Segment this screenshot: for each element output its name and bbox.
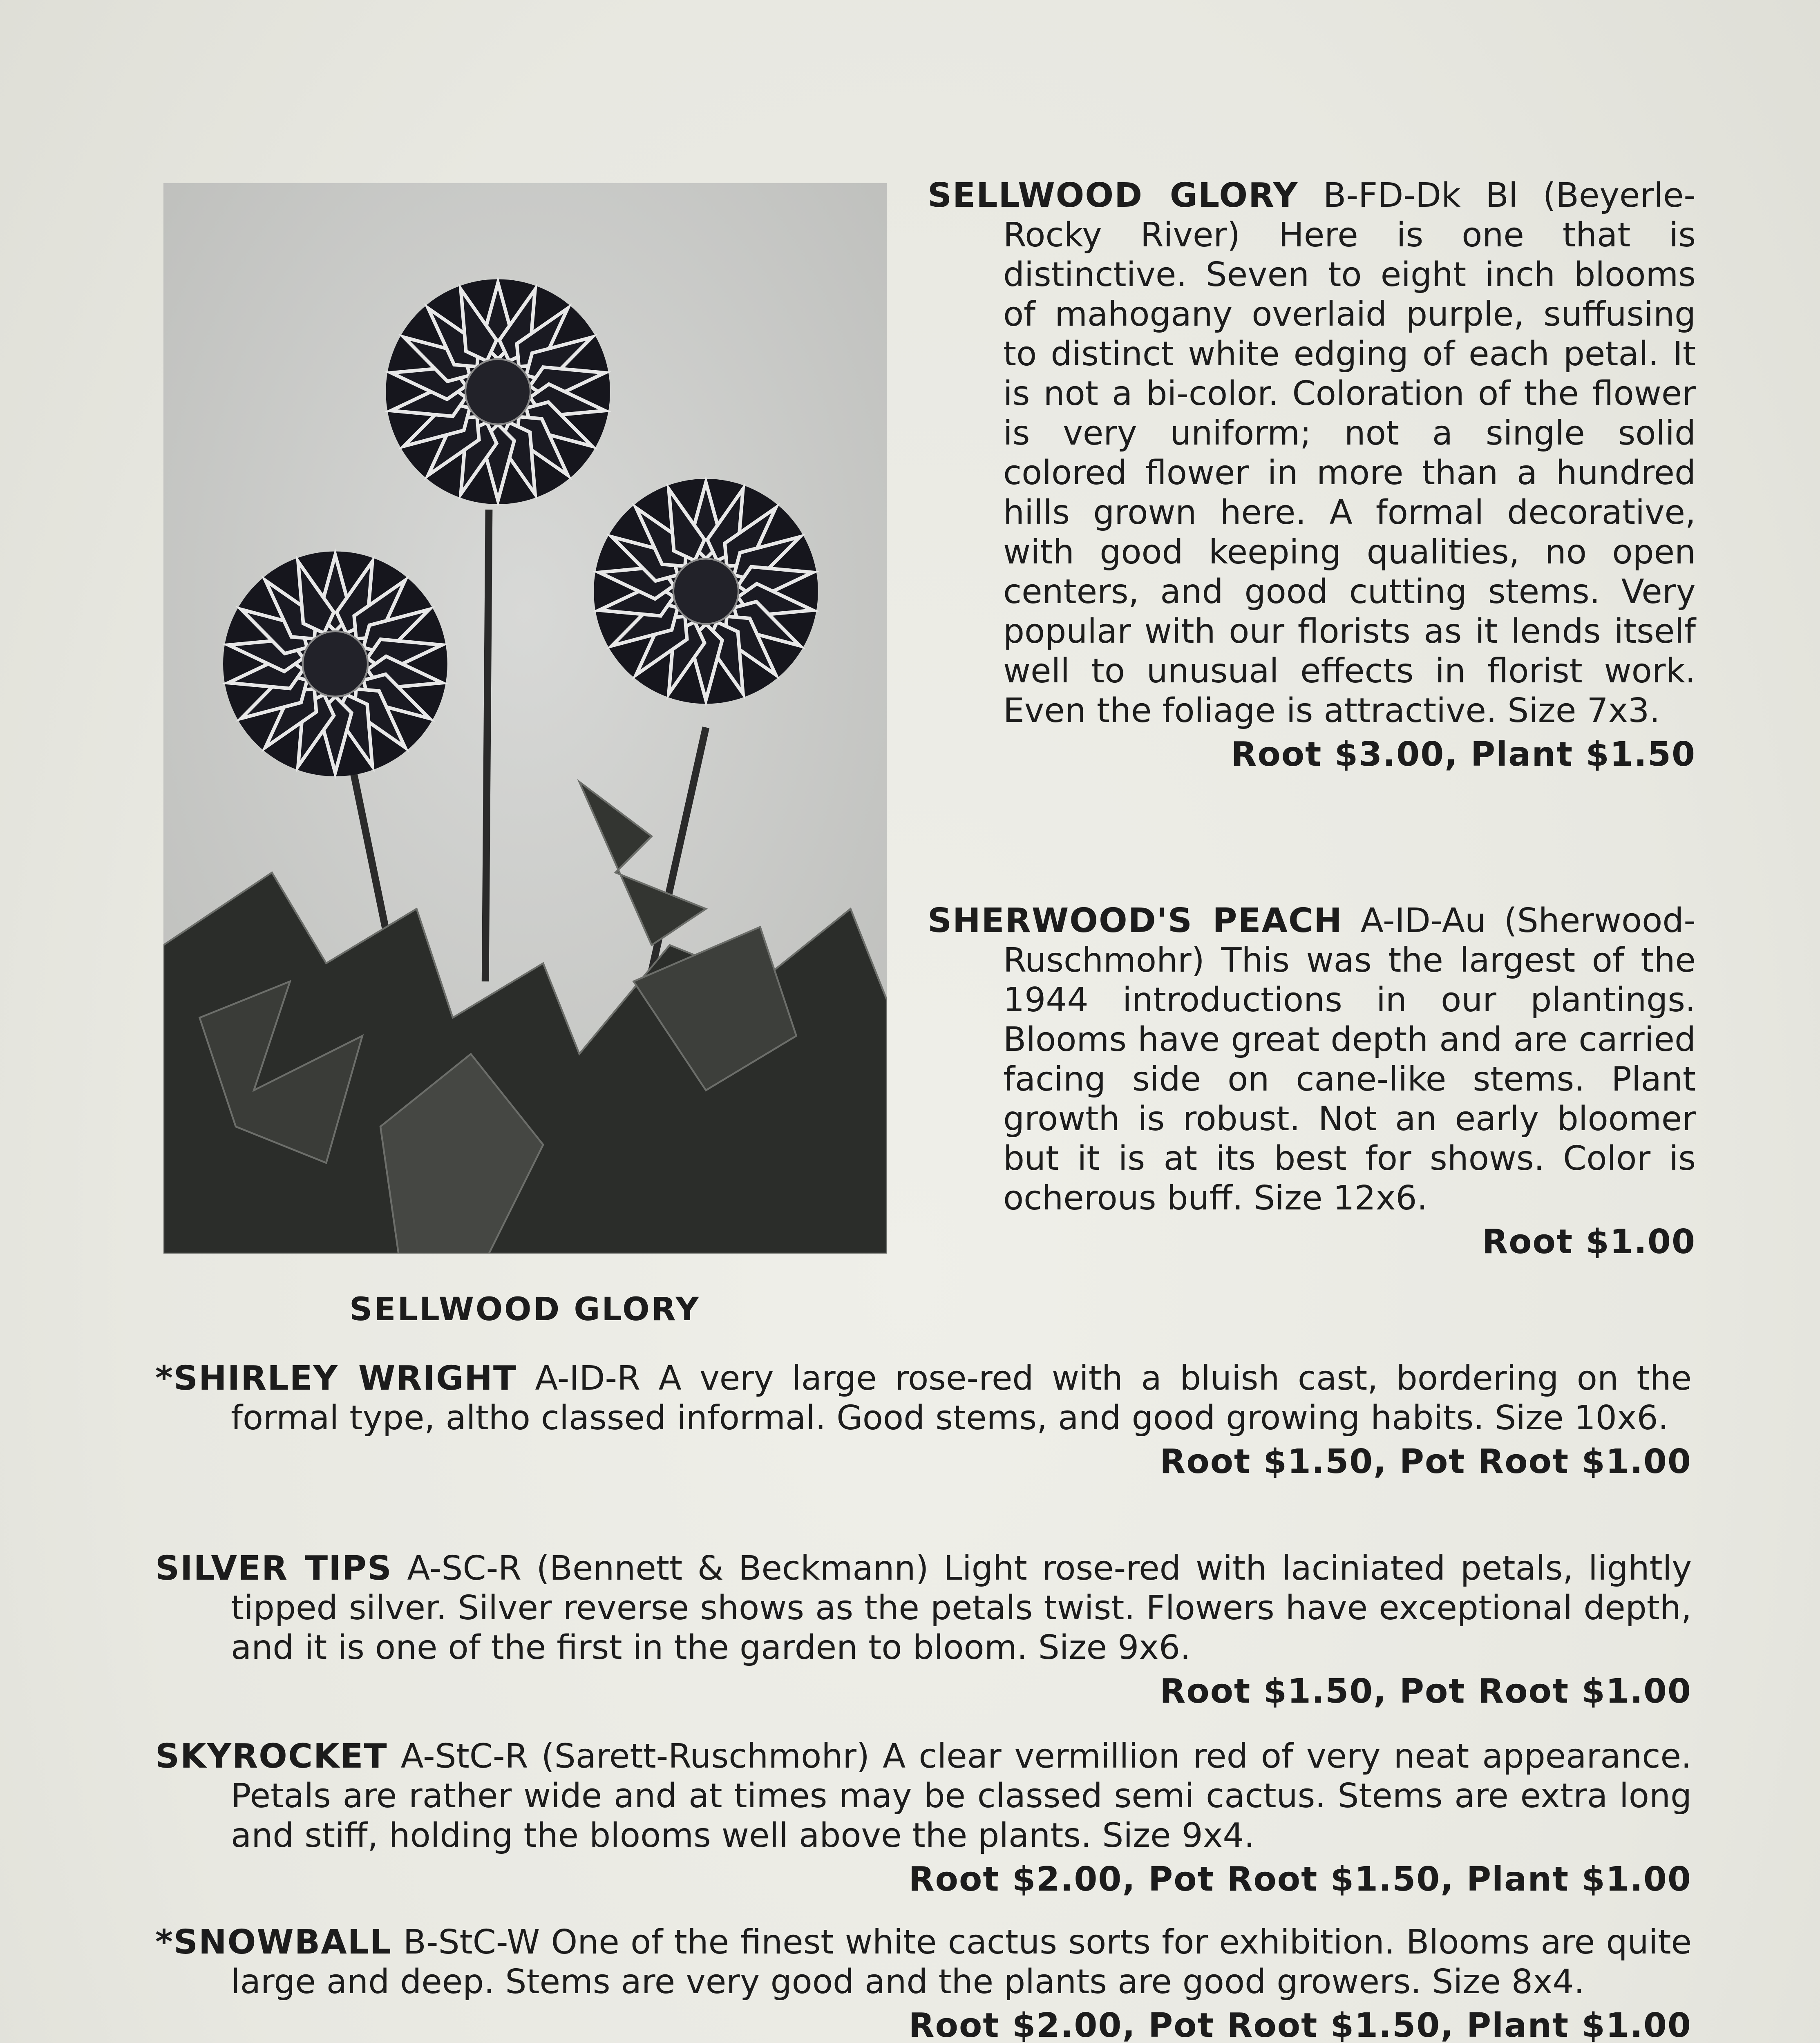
entry-description: A-SC-R (Bennett & Beckmann) Light rose-red with laciniated petals, lightly tipped silver. Silver reverse shows as the petals twist. Flowers have exceptional depth, and it is one of the first in the garden to bloom. Size 9x6.	[231, 1549, 1692, 1667]
dahlia-image-icon	[163, 183, 887, 1254]
entry-name: *SNOWBALL	[155, 1923, 392, 1962]
entry-description: A-StC-R (Sarett-Ruschmohr) A clear vermillion red of very neat appearance. Petals are rather wide and at times may be classed semi cactus. Stems are extra long and stiff, holding the blooms well above the plants. Size 9x4.	[231, 1737, 1692, 1855]
entry-name: SKYROCKET	[155, 1737, 388, 1776]
entry-price: Root $1.00	[1482, 1223, 1696, 1261]
entry-description: A-ID-R A very large rose-red with a bluish cast, bordering on the formal type, altho classed informal. Good stems, and good growing habits. Size 10x6.	[231, 1359, 1692, 1437]
entry-price: Root $2.00, Pot Root $1.50, Plant $1.00	[908, 1860, 1692, 1899]
entry-description: A-ID-Au (Sherwood-Ruschmohr) This was the largest of the 1944 introductions in our plantings. Blooms have great depth and are carried facing side on cane-like stems. Plant growth is robust. Not an early bloomer but it is at its best for shows. Color is ocherous buff. Size 12x6.	[1003, 901, 1696, 1218]
entry-name: SELLWOOD GLORY	[928, 176, 1299, 215]
entry-description: B-StC-W One of the finest white cactus sorts for exhibition. Blooms are quite large and deep. Stems are very good and the plants are good growers. Size 8x4.	[231, 1923, 1692, 2001]
dahlia-photo	[163, 183, 887, 1254]
entry-name: SILVER TIPS	[155, 1549, 392, 1588]
photo-caption: SELLWOOD GLORY	[349, 1291, 700, 1328]
entry-silver-tips	[155, 1549, 1692, 1711]
entry-price: Root $1.50, Pot Root $1.00	[1160, 1672, 1692, 1711]
entry-name: *SHIRLEY WRIGHT	[155, 1359, 517, 1398]
entry-description: B-FD-Dk Bl (Beyerle-Rocky River) Here is one that is distinctive. Seven to eight inch blooms of mahogany overlaid purple, suffusing to distinct white edging of each petal. It is not a bi-color. Coloration of the flower is very uniform; not a single solid colored flower in more than a hundred hills grown here. A formal decorative, with good keeping qualities, no open centers, and good cutting stems. Very popular with our florists as it lends itself well to unusual effects in florist work. Even the foliage is attractive. Size 7x3.	[1003, 176, 1696, 730]
entry-skyrocket	[155, 1737, 1692, 1899]
entry-price: Root $1.50, Pot Root $1.00	[1160, 1442, 1692, 1481]
entry-snowball	[155, 1922, 1692, 2043]
entry-sherwoods-peach	[928, 901, 1696, 1262]
entry-price: Root $3.00, Plant $1.50	[1231, 735, 1696, 774]
entry-shirley-wright	[155, 1359, 1692, 1482]
entry-name: SHERWOOD'S PEACH	[928, 901, 1343, 940]
entry-price: Root $2.00, Pot Root $1.50, Plant $1.00	[908, 2006, 1692, 2043]
entry-sellwood-glory	[928, 176, 1696, 774]
